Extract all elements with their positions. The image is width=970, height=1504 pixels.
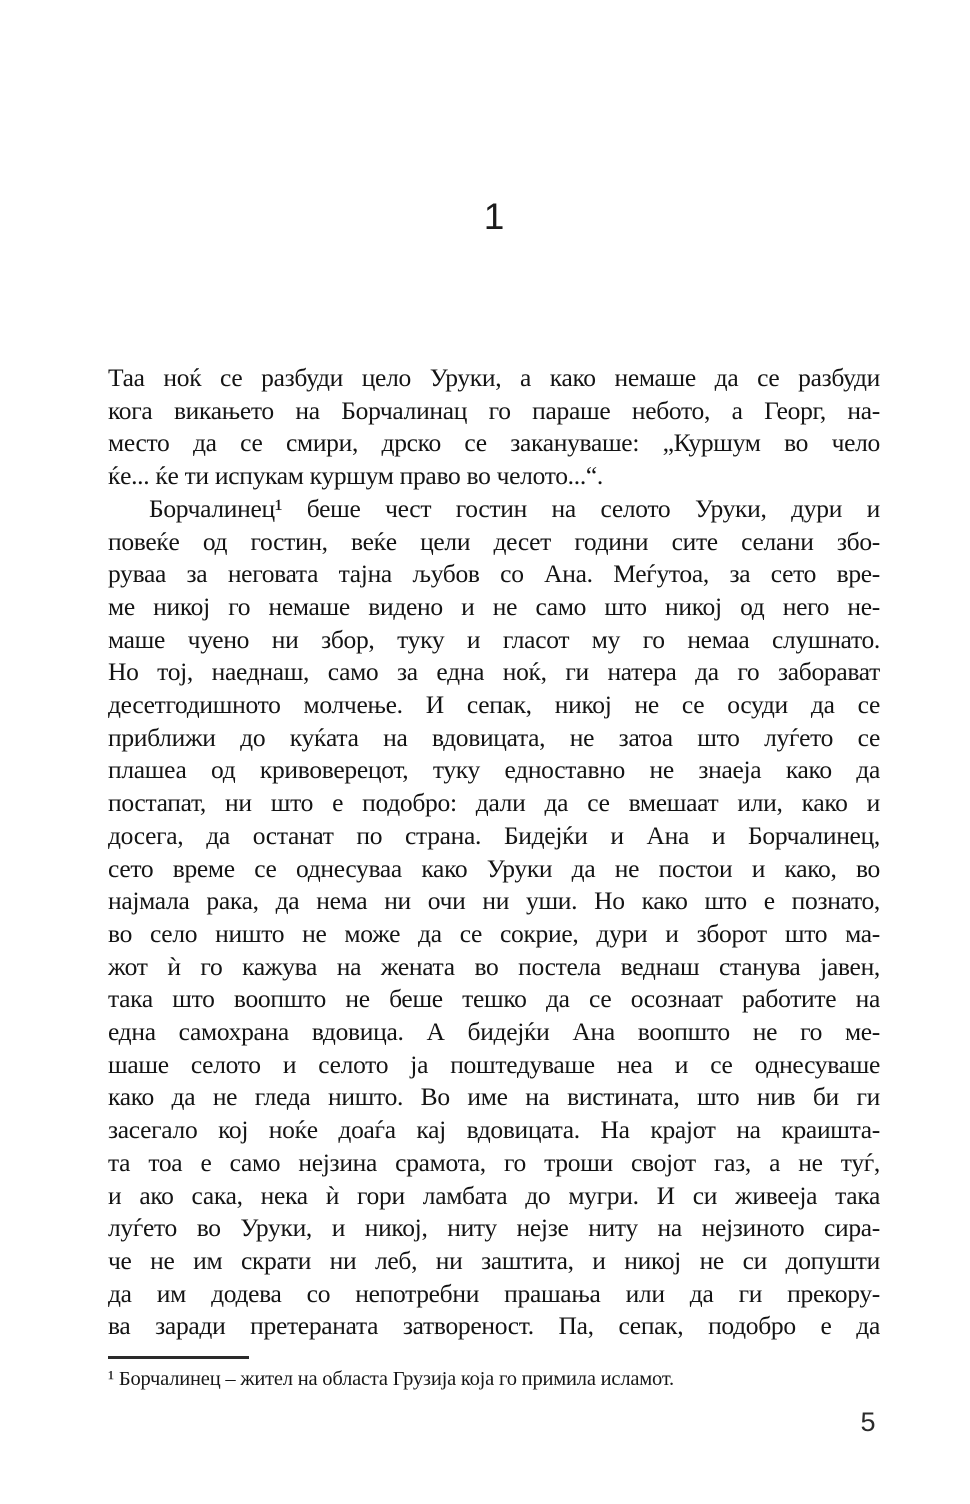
text-line: ќе... ќе ти испукам куршум право во челото...“. [108,461,603,491]
text-line: че не им скрати ни леб, ни заштита, и никој не си допушти [108,1245,880,1275]
text-line: Но тој, наеднаш, само за една ноќ, ги натера да го заборават [108,657,880,687]
chapter-number: 1 [483,196,505,237]
text-line: ме никој го немаше видено и не само што никој од него не- [108,591,880,621]
text-line: жот ѝ го кажува на жената во постела веднаш станува јавен, [108,951,880,981]
footnote-separator-rule [108,1356,249,1359]
text-line: досега, да останат по страна. Бидејќи и Ана и Борчалинец, [108,820,880,850]
text-line: приближи до куќата на вдовицата, не затоа што луѓето се [108,722,880,752]
text-line: плашеа од кривоверецот, туку едноставно не знаеја како да [108,755,880,785]
text-line: луѓето во Уруки, и никој, ниту нејзе ниту на нејзиното сира- [108,1213,880,1243]
text-line: Таа ноќ се разбуди цело Уруки, а како немаше да се разбуди [108,363,880,392]
page-number: 5 [860,1407,876,1437]
text-line: сето време се однесуваа како Уруки да не постои и како, во [108,853,880,883]
text-line: ва заради претераната затвореност. Па, сепак, подобро е да [108,1311,880,1341]
text-line: Борчалинец¹ беше чест гостин на селото Уруки, дури и [149,493,880,523]
body-text [108,362,880,1343]
text-line: и ако сака, нека ѝ гори ламбата до мугри. И си живееја така [108,1180,880,1210]
text-line: така што воопшто не беше тешко да се осознаат работите на [108,984,880,1014]
text-line: постапат, ни што е подобро: дали да се вмешаат или, како и [108,788,880,818]
text-line: една самохрана вдовица. А бидејќи Ана воопшто не го ме- [108,1017,880,1047]
text-line: најмала рака, да нема ни очи ни уши. Но како што е познато, [108,886,880,916]
text-line: како да не гледа ништо. Во име на вистината, што нив би ги [108,1082,880,1112]
footnote: ¹ Борчалинец – жител на областа Грузија која го примила исламот. [108,1368,674,1390]
text-line: маше чуено ни збор, туку и гласот му го немаа слушнато. [108,624,880,654]
text-line: руваа за неговата тајна љубов со Ана. Меѓутоа, за сето вре- [108,559,880,589]
text-line: кога викањето на Борчалинац го параше небото, а Георг, на- [108,395,880,425]
text-line: во село ништо не може да се сокрие, дури и зборот што ма- [108,918,880,948]
text-line: засегало кој ноќе доаѓа кај вдовицата. На крајот на краишта- [108,1115,880,1145]
text-line: десетгодишното молчење. И сепак, никој не се осуди да се [108,690,880,720]
text-line: да им додева со непотребни прашања или да ги прекору- [108,1278,880,1308]
text-line: повеќе од гостин, веќе цели десет години сите селани збо- [108,526,880,556]
text-line: место да се смири, дрско се закануваше: „Куршум во чело [108,428,880,458]
text-line: та тоа е само нејзина срамота, го троши својот газ, а не туѓ, [108,1147,880,1177]
text-line: шаше селото и селото ја поштедуваше неа и се однесуваше [108,1049,880,1079]
